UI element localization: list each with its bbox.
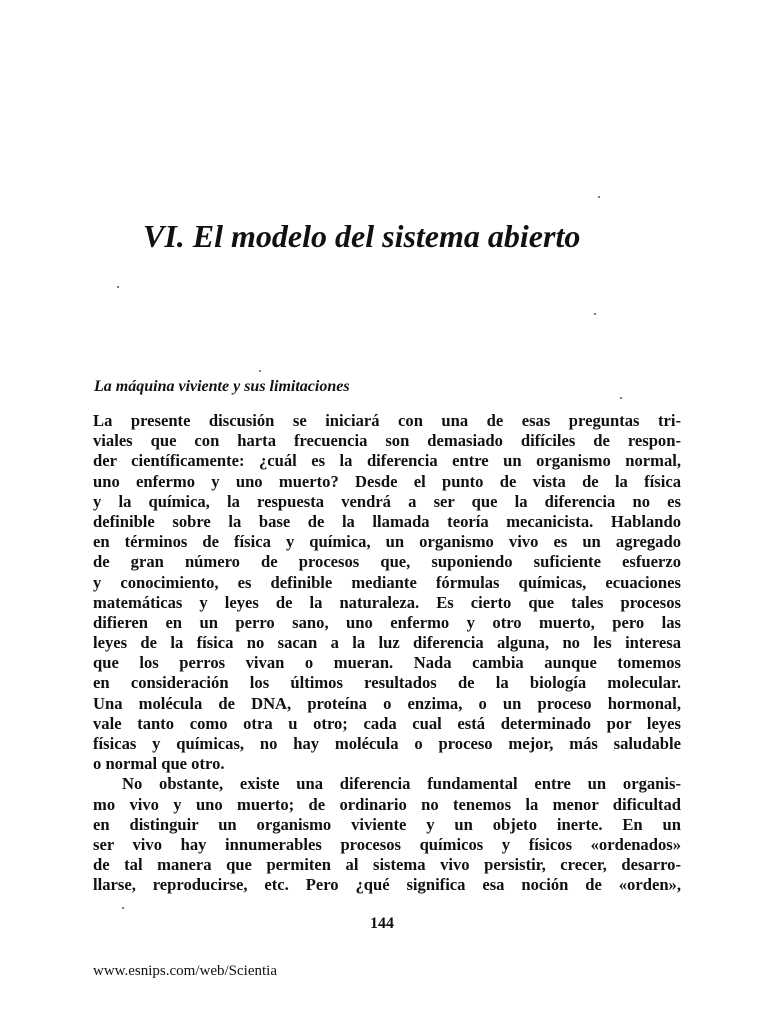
scan-speck (594, 313, 596, 315)
body-line: en términos de física y química, un organismo vivo es un agregado (93, 532, 681, 552)
section-heading: La máquina viviente y sus limitaciones (94, 378, 350, 395)
body-line: der científicamente: ¿cuál es la diferencia entre un organismo normal, (93, 451, 681, 471)
body-line: en consideración los últimos resultados de la biología molecular. (93, 673, 681, 693)
body-line: uno enfermo y uno muerto? Desde el punto de vista de la física (93, 471, 681, 491)
body-line: definible sobre la base de la llamada teoría mecanicista. Hablando (93, 511, 681, 531)
body-line: Una molécula de DNA, proteína o enzima, o un proceso hormonal, (93, 693, 681, 713)
scan-speck (259, 370, 261, 372)
body-line: y la química, la respuesta vendrá a ser que la diferencia no es (93, 491, 681, 511)
body-line: físicas y químicas, no hay molécula o proceso mejor, más saludable (93, 734, 681, 753)
body-line: o normal que otro. (93, 754, 225, 774)
body-line: de tal manera que permiten al sistema vivo persistir, crecer, desarro- (93, 855, 681, 875)
footer-url: www.esnips.com/web/Scientia (93, 963, 277, 979)
scan-speck (117, 286, 119, 288)
body-line: No obstante, existe una diferencia fundamental entre un organis- (122, 774, 681, 794)
body-line: que los perros vivan o mueran. Nada cambia aunque tomemos (93, 653, 681, 673)
scan-speck (598, 196, 600, 198)
body-line: matemáticas y leyes de la naturaleza. Es cierto que tales procesos (93, 592, 681, 612)
body-line: y conocimiento, es definible mediante fórmulas químicas, ecuaciones (93, 572, 681, 592)
body-line: leyes de la física no sacan a la luz diferencia alguna, no les interesa (93, 633, 681, 653)
body-line: de gran número de procesos que, suponiendo suficiente esfuerzo (93, 552, 681, 572)
body-line: llarse, reproducirse, etc. Pero ¿qué significa esa noción de «orden», (93, 875, 681, 895)
body-line: ser vivo hay innumerables procesos químicos y físicos «ordenados» (93, 834, 681, 854)
scan-speck (122, 907, 124, 909)
body-line: en distinguir un organismo viviente y un objeto inerte. En un (93, 814, 681, 834)
body-line: viales que con harta frecuencia son demasiado difíciles de respon- (93, 431, 681, 451)
chapter-title: VI. El modelo del sistema abierto (143, 218, 581, 254)
body-line: difieren en un perro sano, uno enfermo y otro muerto, pero las (93, 612, 681, 632)
body-line: mo vivo y uno muerto; de ordinario no tenemos la menor dificultad (93, 794, 681, 814)
page-number: 144 (370, 915, 394, 932)
scan-speck (620, 397, 622, 399)
body-line: vale tanto como otra u otro; cada cual está determinado por leyes (93, 713, 681, 733)
body-text (93, 411, 681, 896)
body-line: La presente discusión se iniciará con una de esas preguntas tri- (93, 411, 681, 430)
